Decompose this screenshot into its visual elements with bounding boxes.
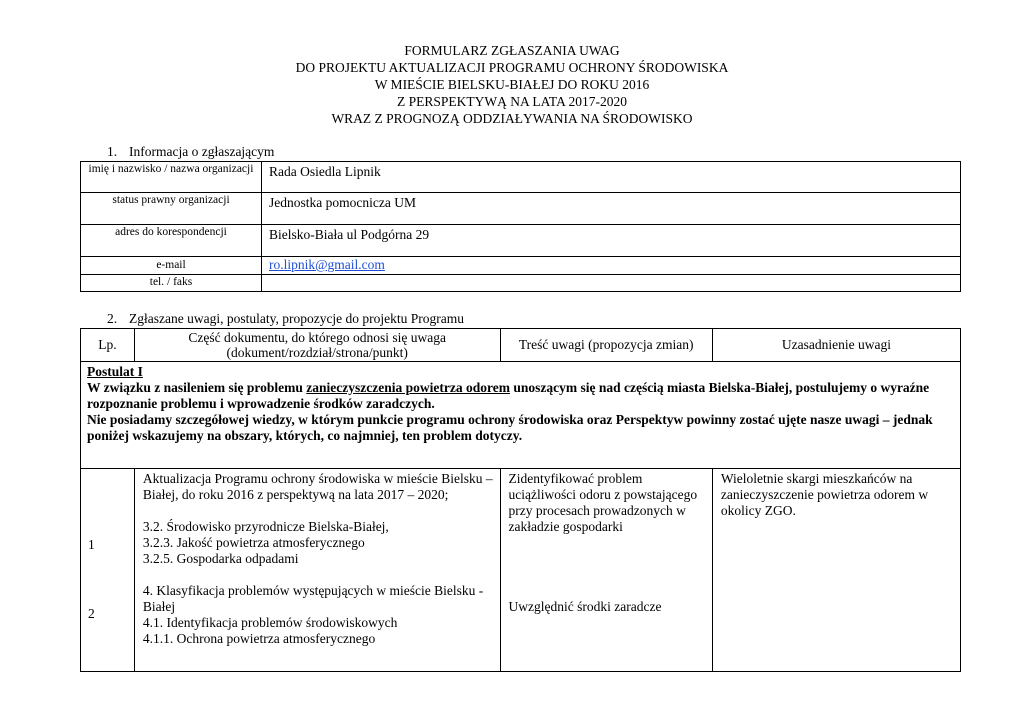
email-link[interactable]: ro.lipnik@gmail.com [269, 257, 385, 272]
remark-lp-cell [81, 469, 135, 672]
name-label: imię i nazwisko / nazwa organizacji [81, 162, 262, 193]
part-program-title: Aktualizacja Programu ochrony środowiska w mieście Bielsku – Białej, do roku 2016 z perspektywą na lata 2017 – 2020; [142, 471, 493, 502]
info-row-status [81, 193, 961, 225]
email-value [262, 257, 961, 275]
phone-value[interactable] [262, 275, 961, 292]
info-row-name [81, 162, 961, 193]
remark-lp-1: 1 [88, 537, 95, 552]
part-3-2-3: 3.2.3. Jakość powietrza atmosferycznego [142, 535, 365, 550]
section-1-heading [107, 144, 274, 160]
section-2-number: 2. [107, 311, 118, 326]
col-content-header: Treść uwagi (propozycja zmian) [500, 329, 712, 362]
postulat-paragraph-1 [87, 380, 954, 412]
remark-lp-2: 2 [88, 606, 95, 621]
remark-part-cell [134, 469, 500, 672]
postulat-row [81, 362, 961, 469]
part-4-1-1: 4.1.1. Ochrona powietrza atmosferycznego [142, 631, 376, 646]
postulat-title: Postulat I [87, 364, 143, 379]
section-1-title: Informacja o zgłaszającym [129, 144, 275, 159]
col-justification-header: Uzasadnienie uwagi [712, 329, 960, 362]
part-spacer-1 [143, 503, 494, 519]
info-row-address [81, 225, 961, 257]
part-4: 4. Klasyfikacja problemów występujących w mieście Bielsku - Białej [142, 583, 484, 614]
title-line-1: FORMULARZ ZGŁASZANIA UWAG [404, 43, 620, 58]
title-line-3: W MIEŚCIE BIELSKU-BIAŁEJ DO ROKU 2016 [374, 77, 650, 92]
postulat-p1-start: W związku z nasileniem się problemu [87, 380, 307, 395]
section-1-number: 1. [107, 144, 118, 159]
phone-label: tel. / faks [81, 275, 262, 292]
name-value[interactable]: Rada Osiedla Lipnik [262, 162, 961, 193]
section-2-heading [107, 311, 464, 327]
col-part-header: Część dokumentu, do którego odnosi się uwaga (dokument/rozdział/strona/punkt) [134, 329, 500, 362]
title-line-5: WRAZ Z PROGNOZĄ ODDZIAŁYWANIA NA ŚRODOWISKO [331, 111, 693, 126]
part-spacer-2 [143, 567, 494, 583]
postulat-p1-underlined: zanieczyszczenia powietrza odorem [306, 380, 510, 395]
email-label: e-mail [81, 257, 262, 275]
postulat-p1-end: unoszącym się nad częścią miasta Bielska-Białej, postulujemy o wyraźne rozpoznanie problemu i wprowadzenie środków zaradczych. [87, 380, 930, 411]
postulat-paragraph-2: Nie posiadamy szczegółowej wiedzy, w którym punkcie programu ochrony środowiska oraz Perspektyw powinny zostać ujęte nasze uwagi – jednak poniżej wskazujemy na obszary, których, co najmniej, ten problem dotyczy. [87, 412, 933, 443]
postulat-cell [81, 362, 961, 469]
section-2-title: Zgłaszane uwagi, postulaty, propozycje do projektu Programu [129, 311, 465, 326]
content-remedies: Uwzględnić środki zaradcze [508, 599, 662, 614]
title-line-4: Z PERSPEKTYWĄ NA LATA 2017-2020 [397, 94, 627, 109]
part-4-1: 4.1. Identyfikacja problemów środowiskowych [142, 615, 398, 630]
title-line-2: DO PROJEKTU AKTUALIZACJI PROGRAMU OCHRONY ŚRODOWISKA [295, 60, 729, 75]
content-identify: Zidentyfikować problem uciążliwości odoru z powstającego przy procesach prowadzonych w zakładzie gospodarki [508, 471, 698, 534]
content-spacer-1 [509, 535, 706, 567]
part-3-2-5: 3.2.5. Gospodarka odpadami [142, 551, 299, 566]
col-lp-header: Lp. [81, 329, 135, 362]
content-spacer-2 [509, 567, 706, 599]
address-value[interactable]: Bielsko-Biała ul Podgórna 29 [262, 225, 961, 257]
remarks-table [80, 328, 961, 672]
form-title [0, 42, 1024, 127]
justification-text: Wieloletnie skargi mieszkańców na zanieczyszczenie powietrza odorem w okolicy ZGO. [720, 471, 929, 518]
status-value[interactable]: Jednostka pomocnicza UM [262, 193, 961, 225]
remark-row [81, 469, 961, 672]
status-label: status prawny organizacji [81, 193, 262, 225]
info-row-phone [81, 275, 961, 292]
info-row-email [81, 257, 961, 275]
address-label: adres do korespondencji [81, 225, 262, 257]
remarks-header-row [81, 329, 961, 362]
remark-justification-cell [712, 469, 960, 672]
part-3-2: 3.2. Środowisko przyrodnicze Bielska-Białej, [142, 519, 389, 534]
remark-content-cell [500, 469, 712, 672]
submitter-info-table [80, 161, 961, 292]
